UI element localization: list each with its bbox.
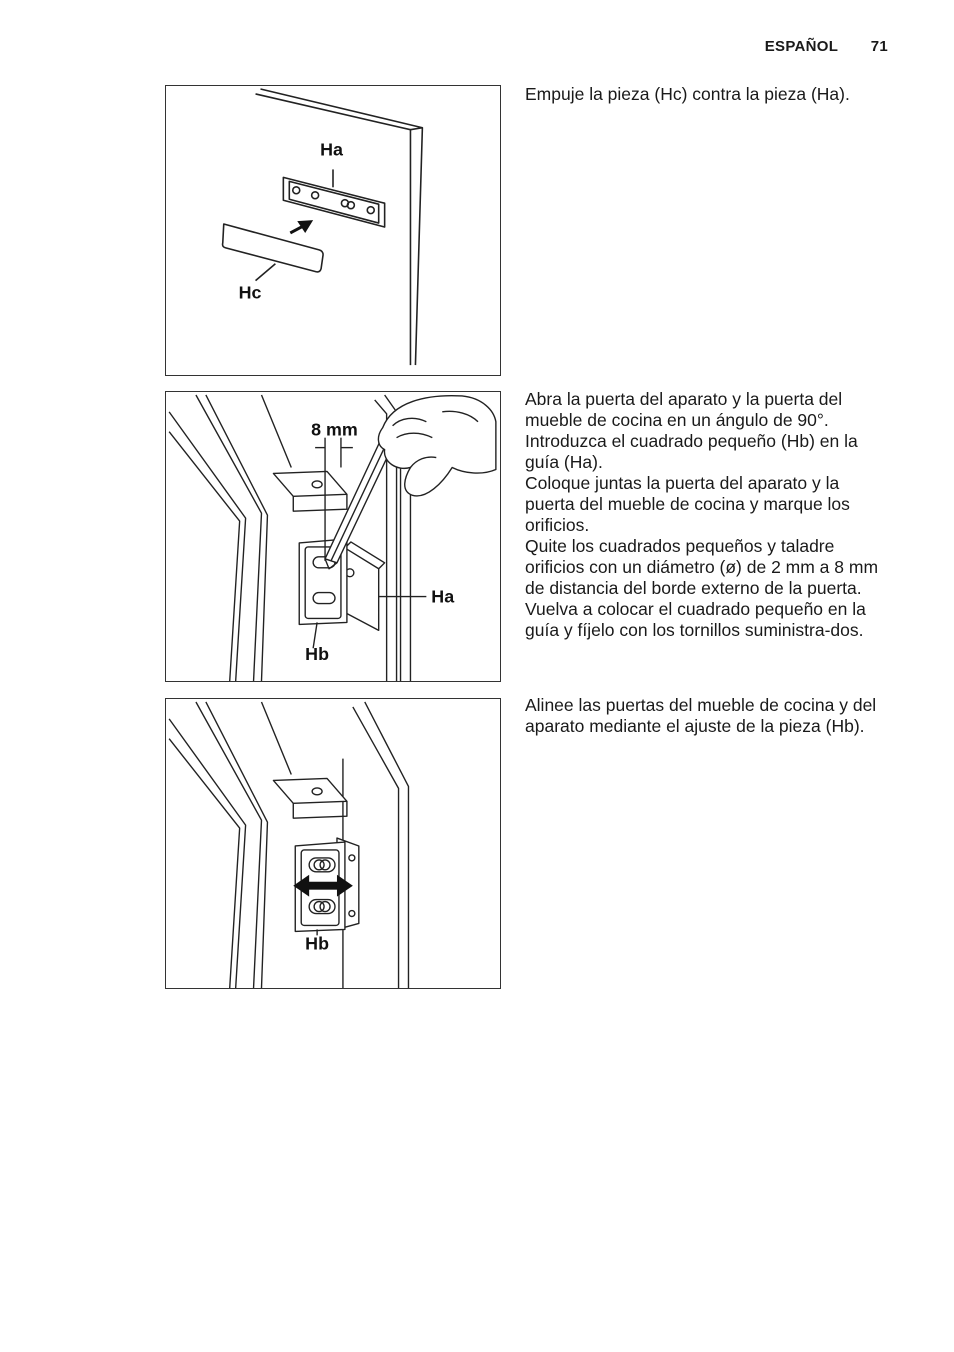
figure-align-doors [165, 698, 501, 989]
figure-mark-holes [165, 391, 501, 682]
figure-push-hc-against-ha [165, 85, 501, 376]
paragraph: Empuje la pieza (Hc) contra la pieza (Ha). [525, 84, 850, 104]
illustration-marking [166, 392, 500, 681]
step-2-text [525, 389, 890, 641]
page-header [765, 38, 888, 55]
paragraph: Vuelva a colocar el cuadrado pequeño en la guía y fíjelo con los tornillos suministra-dos. [525, 599, 866, 640]
label-hb: Hb [305, 644, 330, 665]
part-ha-plate [345, 542, 426, 630]
label-hc: Hc [238, 282, 262, 303]
paragraph: Abra la puerta del aparato y la puerta del mueble de cocina en un ángulo de 90°. Introduzca el cuadrado pequeño (Hb) en la guía (Ha). [525, 389, 858, 472]
label-ha: Ha [320, 139, 343, 160]
part-ha-bracket [283, 169, 384, 227]
illustration-alignment [166, 699, 500, 988]
paragraph: Coloque juntas la puerta del aparato y la puerta del mueble de cocina y marque los orificios. [525, 473, 850, 535]
step-1-text [525, 84, 890, 105]
paragraph: Quite los cuadrados pequeños y taladre orificios con un diámetro (ø) de 2 mm a 8 mm de distancia del borde externo de la puerta. [525, 536, 879, 598]
door-face [256, 94, 411, 365]
paragraph: Alinee las puertas del mueble de cocina y del aparato mediante el ajuste de la pieza (Hb). [525, 695, 877, 736]
label-hb: Hb [305, 933, 330, 954]
part-hc-plate [223, 224, 324, 281]
push-arrow-icon [290, 220, 313, 233]
label-8mm: 8 mm [311, 419, 358, 440]
part-ha-top [273, 778, 346, 818]
label-ha: Ha [431, 586, 455, 607]
illustration-hc-ha [166, 86, 500, 375]
page-number: 71 [870, 38, 888, 55]
part-ha-top [273, 471, 346, 511]
section-title: ESPAÑOL [764, 38, 839, 55]
step-3-text [525, 695, 890, 737]
door-edge [261, 89, 423, 365]
